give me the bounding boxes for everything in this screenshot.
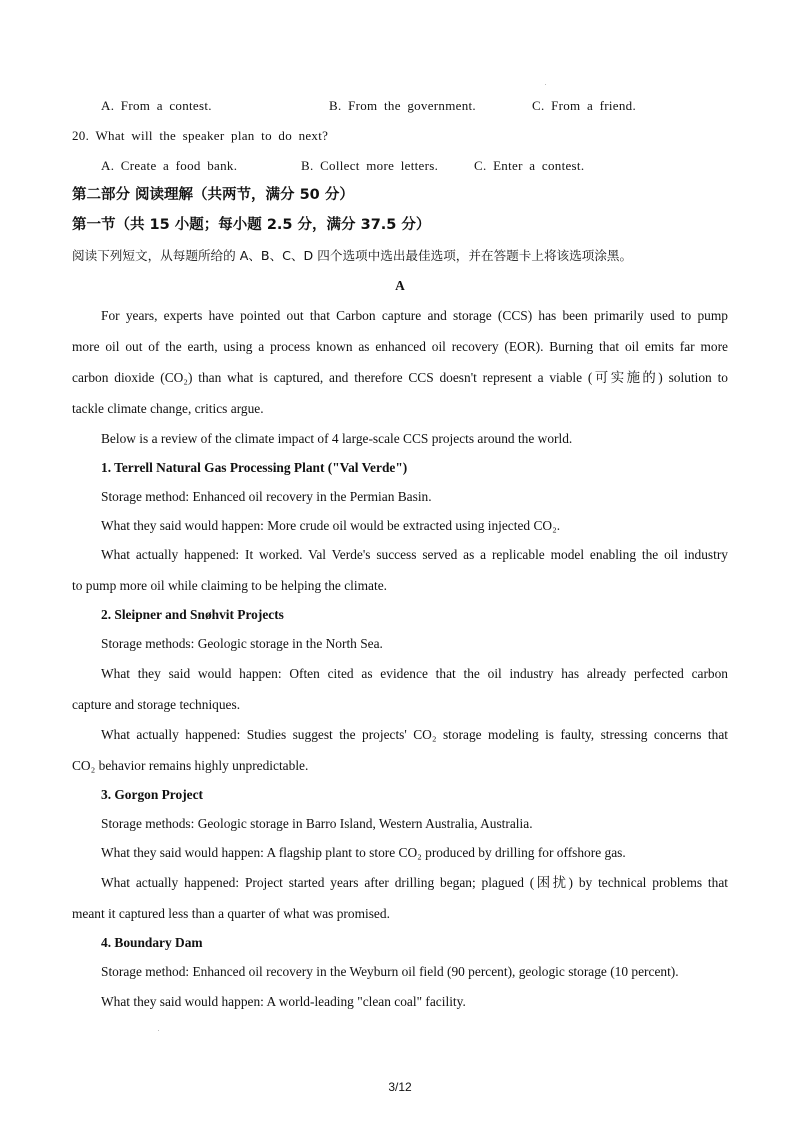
q19-option-a: A. From a contest. — [101, 98, 212, 113]
part2-heading: 第二部分 阅读理解（共两节，满分 50 分） — [72, 187, 354, 203]
intro-line-2: more oil out of the earth, using a process known as enhanced oil recovery (EOR). Burning that oil emits far more — [72, 339, 728, 354]
project-2-actual-1 — [72, 726, 728, 744]
project-1-actual-1-text: What actually happened: It worked. Val Verde's success served as a replicable model enabling the oil industry — [101, 547, 728, 562]
project-4-title: 4. Boundary Dam — [101, 935, 203, 950]
passage-letter: A — [395, 278, 405, 293]
scan-speck — [158, 1030, 159, 1031]
section1-heading: 第一节（共 15 小题；每小题 2.5 分，满分 37.5 分） — [72, 217, 431, 233]
project-1-storage: Storage method: Enhanced oil recovery in the Permian Basin. — [101, 489, 432, 504]
project-4-storage: Storage method: Enhanced oil recovery in the Weyburn oil field (90 percent), geologic storage (10 percent). — [101, 964, 679, 979]
project-3-storage: Storage methods: Geologic storage in Barro Island, Western Australia, Australia. — [101, 816, 533, 831]
project-1-title: 1. Terrell Natural Gas Processing Plant ("Val Verde") — [101, 460, 408, 475]
project-3-title: 3. Gorgon Project — [101, 787, 204, 802]
intro-line-1-text: For years, experts have pointed out that Carbon capture and storage (CCS) has been primarily used to pump — [101, 308, 728, 323]
project-2-title: 2. Sleipner and Snøhvit Projects — [101, 607, 284, 622]
q20-option-a: A. Create a food bank. — [101, 158, 238, 173]
project-1-actual-2: to pump more oil while claiming to be helping the climate. — [72, 578, 387, 593]
instructions: 阅读下列短文，从每题所给的 A、B、C、D 四个选项中选出最佳选项，并在答题卡上将该选项涂黑。 — [72, 248, 633, 263]
intro-line-4: tackle climate change, critics argue. — [72, 401, 264, 416]
project-3-actual-1-text: What actually happened: Project started years after drilling began; plagued (困扰) by technical problems that — [101, 875, 728, 890]
project-2-storage: Storage methods: Geologic storage in the North Sea. — [101, 636, 383, 651]
project-3-actual-1 — [72, 874, 728, 892]
q19-option-c: C. From a friend. — [532, 98, 637, 113]
project-2-actual-2: CO₂ behavior remains highly unpredictable. — [72, 758, 309, 773]
project-1-actual-1 — [72, 546, 728, 564]
scan-speck — [545, 84, 546, 85]
q19-option-b: B. From the government. — [329, 98, 476, 113]
intro-line-1 — [72, 307, 728, 325]
q20-option-c: C. Enter a contest. — [474, 158, 585, 173]
project-4-said: What they said would happen: A world-leading "clean coal" facility. — [101, 994, 466, 1009]
project-3-said: What they said would happen: A flagship plant to store CO₂ produced by drilling for offshore gas. — [101, 845, 626, 860]
q20-question: 20. What will the speaker plan to do next? — [72, 128, 329, 143]
project-2-said-2: capture and storage techniques. — [72, 697, 241, 712]
project-1-said: What they said would happen: More crude oil would be extracted using injected CO₂. — [101, 518, 561, 533]
project-2-actual-1-text: What actually happened: Studies suggest the projects' CO₂ storage modeling is faulty, stressing concerns that — [101, 727, 728, 742]
q20-option-b: B. Collect more letters. — [301, 158, 439, 173]
page-number: 3/12 — [388, 1080, 412, 1094]
project-2-said-1-text: What they said would happen: Often cited as evidence that the oil industry has already perfected carbon — [101, 666, 728, 681]
project-3-actual-2: meant it captured less than a quarter of what was promised. — [72, 906, 390, 921]
intro-line-3: carbon dioxide (CO₂) than what is captured, and therefore CCS doesn't represent a viable (可实施的) solution to — [72, 370, 728, 385]
intro-line-5: Below is a review of the climate impact of 4 large-scale CCS projects around the world. — [101, 431, 573, 446]
project-2-said-1 — [72, 665, 728, 683]
